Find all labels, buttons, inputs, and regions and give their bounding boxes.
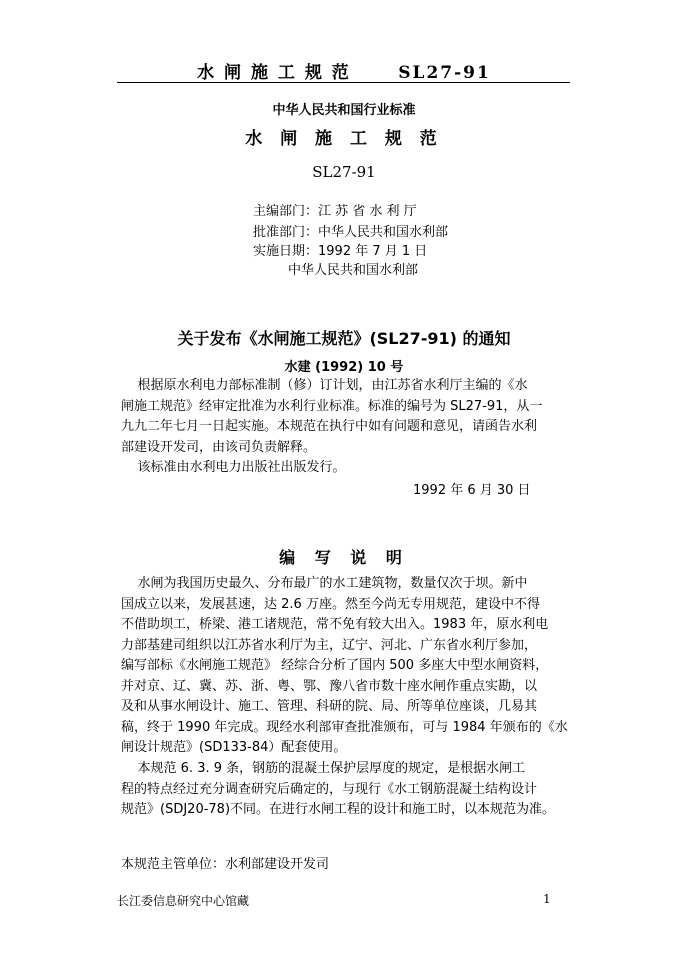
notice-date: 1992 年 6 月 30 日 (413, 483, 531, 498)
standard-title: 水 闸 施 工 规 范 (245, 129, 443, 149)
notice-publisher-paragraph: 该标准由水利电力出版社出版发行。 (121, 460, 346, 475)
archive-source: 长江委信息研究中心馆藏 (117, 894, 250, 908)
notice-title: 关于发布《水闸施工规范》(SL27-91) 的通知 (177, 329, 511, 348)
page-number: 1 (543, 892, 551, 906)
standard-type: 中华人民共和国行业标准 (272, 103, 416, 118)
notice-document-number: 水建 (1992) 10 号 (284, 360, 404, 375)
issuing-ministry: 中华人民共和国水利部 (288, 263, 419, 278)
managing-unit: 本规范主管单位：水利部建设开发司 (121, 857, 330, 872)
compilation-title: 编 写 说 明 (279, 548, 409, 567)
running-header-title: 水 闸 施 工 规 范 SL27-91 (197, 63, 491, 83)
editing-department: 主编部门：江 苏 省 水 利 厅 (253, 204, 417, 219)
compilation-paragraph: 本规范 6. 3. 9 条，钢筋的混凝土保护层厚度的规定，是根据水闸工 程的特点经过充分调查研究后确定的，与现行《水工钢筋混凝土结构设计 规范》(SDJ20-78)不同。在进行水闸工程的设计和施工时，以本规范为准。 (121, 761, 556, 817)
effective-date: 实施日期：1992 年 7 月 1 日 (253, 244, 428, 259)
notice-paragraph: 根据原水利电力部标准制（修）订计划，由江苏省水利厅主编的《水 闸施工规范》经审定批准为水利行业标准。标准的编号为 SL27-91，从一 九九二年七月一日起实施。本规范在执行中如有问题和意见，请函告水利 部建设开发司，由该司负责解释。 (121, 378, 543, 455)
standard-code: SL27-91 (312, 163, 376, 181)
header-rule (117, 82, 570, 83)
approving-department: 批准部门：中华人民共和国水利部 (253, 225, 449, 240)
compilation-paragraph: 水闸为我国历史最久、分布最广的水工建筑物，数量仅次于坝。新中 国成立以来，发展甚速，达 2.6 万座。然至今尚无专用规范，建设中不得 不借助坝工，桥梁、港工诸规范，常不免有较大出入。1983 年，原水利电 力部基建司组织以江苏省水利厅为主，辽宁、河北、广东省水利厅参加， 编写部标《水闸施工规范》 经综合分析了国内 500 多座大中型水闸资料， 并对京、辽、冀、苏、浙、粤、鄂、豫八省市数十座水闸作重点实勘，以 及和从事水闸设计、施工、管理、科研的院、局、所等单位座谈，几易其 稿，终于 1990 年完成。现经水利部审查批准颁布，可与 1984 年颁布的《水 闸设计规范》(SD133-84）配套使用。 (121, 576, 568, 755)
